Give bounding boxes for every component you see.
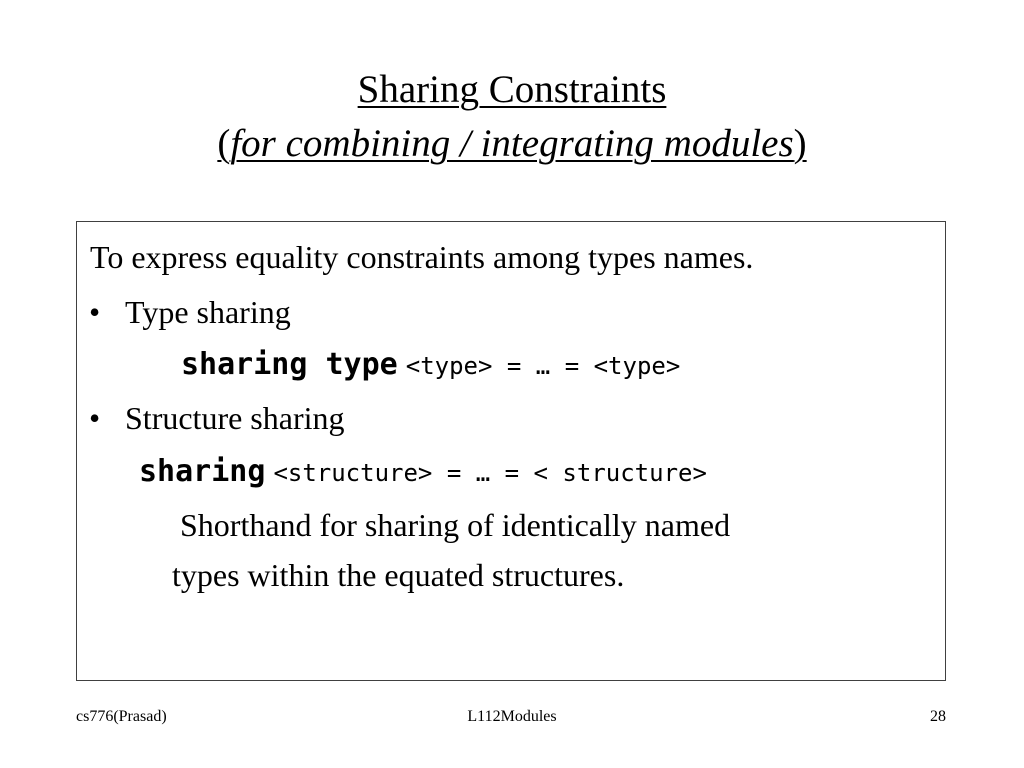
footer-lecture: L112Modules [467,708,557,725]
bullet-type-sharing [89,296,291,328]
footer-page-number: 28 [930,708,946,725]
subtitle-close-paren: ) [793,122,807,165]
structure-sharing-label: Structure sharing [125,400,345,436]
bullet-icon: • [89,294,101,330]
structure-sharing-syntax [139,454,707,487]
type-sharing-signature: <type> = … = <type> [405,352,681,380]
subtitle-open-paren: ( [217,122,231,165]
intro-text: To express equality constraints among types names. [90,239,754,275]
slide-title-text: Sharing Constraints [357,68,667,111]
slide-subtitle [0,124,1024,163]
slide-title [0,70,1024,109]
structure-sharing-note-line1: Shorthand for sharing of identically named [180,507,731,543]
structure-sharing-signature: <structure> = … = < structure> [273,459,707,487]
footer-course: cs776(Prasad) [76,708,167,725]
type-sharing-keyword: sharing type [181,347,398,382]
type-sharing-label: Type sharing [125,294,291,330]
subtitle-text: for combining / integrating modules [230,122,794,165]
bullet-structure-sharing [89,402,345,434]
structure-sharing-note-line2: types within the equated structures. [172,557,625,593]
content-box [76,221,946,681]
structure-sharing-keyword: sharing [139,454,266,489]
bullet-icon: • [89,400,101,436]
type-sharing-syntax [181,347,680,380]
